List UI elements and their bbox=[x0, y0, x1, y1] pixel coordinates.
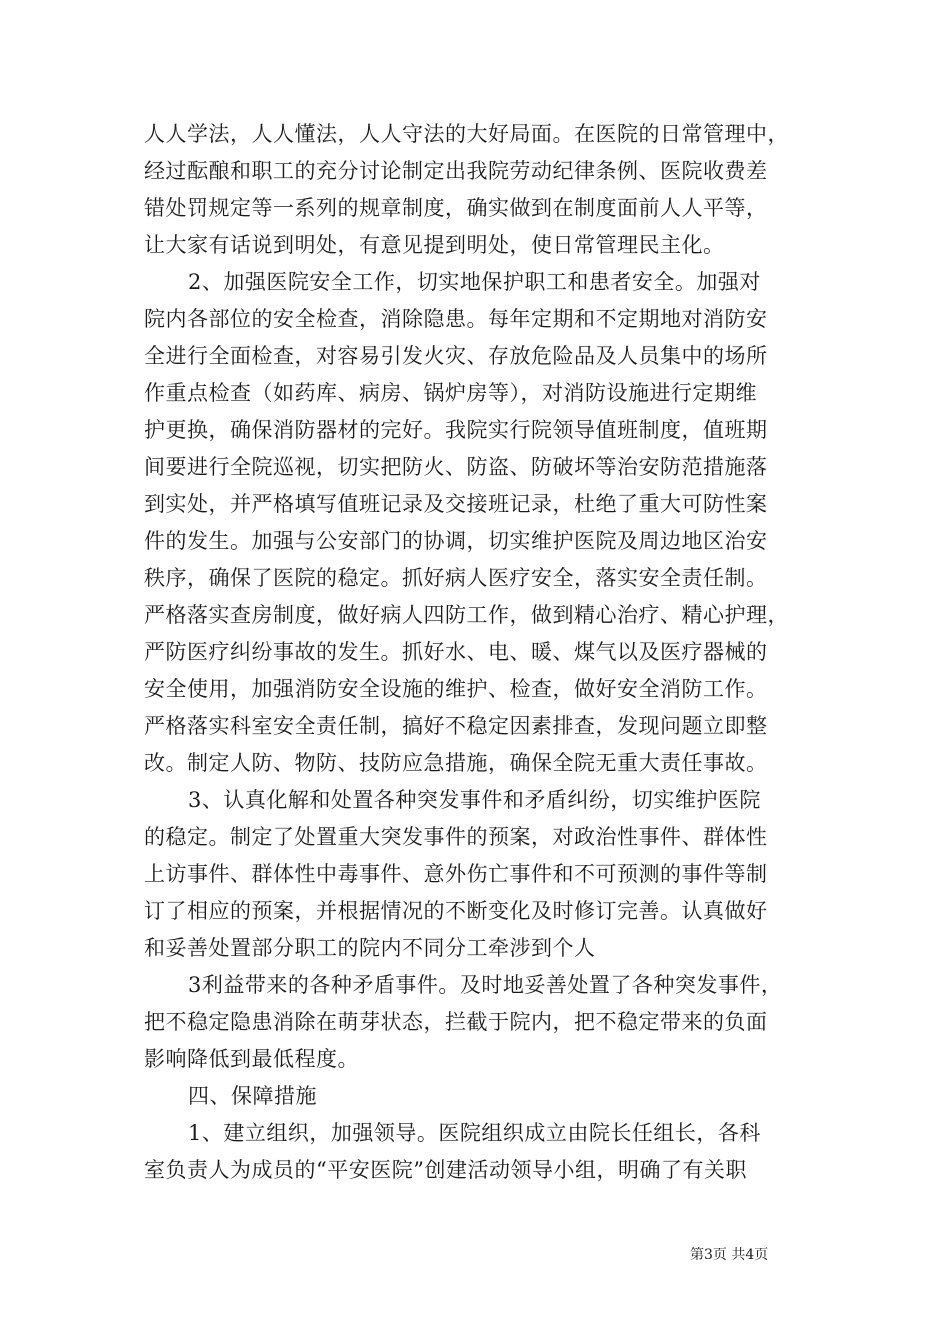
text-line: 3利益带来的各种矛盾事件。及时地妥善处置了各种突发事件， bbox=[188, 973, 783, 997]
text-line: 院内各部位的安全检查，消除隐患。每年定期和不定期地对消防安 bbox=[144, 307, 768, 331]
text-line: 护更换，确保消防器材的完好。我院实行院领导值班制度，值班期 bbox=[144, 418, 768, 442]
text-line: 室负责人为成员的“平安医院”创建活动领导小组，明确了有关职 bbox=[144, 1158, 747, 1182]
text-line: 严防医疗纠纷事故的发生。抓好水、电、暖、煤气以及医疗器械的 bbox=[144, 640, 768, 664]
text-line: 让大家有话说到明处，有意见提到明处，使日常管理民主化。 bbox=[144, 233, 725, 257]
text-line: 间要进行全院巡视，切实把防火、防盗、防破坏等治安防范措施落 bbox=[144, 455, 768, 479]
text-line: 错处罚规定等一系列的规章制度，确实做到在制度面前人人平等， bbox=[144, 196, 768, 220]
text-line: 作重点检查（如药库、病房、锅炉房等），对消防设施进行定期维 bbox=[144, 381, 757, 405]
text-line: 四、保障措施 bbox=[188, 1084, 317, 1108]
text-line: 把不稳定隐患消除在萌芽状态，拦截于院内，把不稳定带来的负面 bbox=[144, 1010, 768, 1034]
document-body bbox=[144, 116, 814, 1189]
text-line: 2、加强医院安全工作，切实地保护职工和患者安全。加强对 bbox=[188, 270, 761, 294]
page-number-footer: 第3页 共4页 bbox=[690, 1247, 769, 1263]
text-line: 和妥善处置部分职工的院内不同分工牵涉到个人 bbox=[144, 936, 596, 960]
text-line: 1、建立组织，加强领导。医院组织成立由院长任组长，各科 bbox=[188, 1121, 761, 1145]
text-line: 订了相应的预案，并根据情况的不断变化及时修订完善。认真做好 bbox=[144, 899, 768, 923]
text-line: 秩序，确保了医院的稳定。抓好病人医疗安全，落实安全责任制。 bbox=[144, 566, 768, 590]
text-line: 件的发生。加强与公安部门的协调，切实维护医院及周边地区治安 bbox=[144, 529, 768, 553]
text-line: 安全使用，加强消防安全设施的维护、检查，做好安全消防工作。 bbox=[144, 677, 768, 701]
text-line: 严格落实科室安全责任制，搞好不稳定因素排查，发现问题立即整 bbox=[144, 714, 768, 738]
text-line: 的稳定。制定了处置重大突发事件的预案，对政治性事件、群体性 bbox=[144, 825, 768, 849]
text-line: 经过酝酿和职工的充分讨论制定出我院劳动纪律条例、医院收费差 bbox=[144, 159, 768, 183]
text-line: 3、认真化解和处置各种突发事件和矛盾纠纷，切实维护医院 bbox=[188, 788, 761, 812]
text-line: 上访事件、群体性中毒事件、意外伤亡事件和不可预测的事件等制 bbox=[144, 862, 768, 886]
text-line: 影响降低到最低程度。 bbox=[144, 1047, 359, 1071]
text-line: 全进行全面检查，对容易引发火灾、存放危险品及人员集中的场所 bbox=[144, 344, 768, 368]
text-line: 到实处，并严格填写值班记录及交接班记录，杜绝了重大可防性案 bbox=[144, 492, 768, 516]
text-line: 改。制定人防、物防、技防应急措施，确保全院无重大责任事故。 bbox=[144, 751, 768, 775]
text-line: 严格落实查房制度，做好病人四防工作，做到精心治疗、精心护理， bbox=[144, 603, 789, 627]
text-line: 人人学法，人人懂法，人人守法的大好局面。在医院的日常管理中， bbox=[144, 122, 789, 146]
